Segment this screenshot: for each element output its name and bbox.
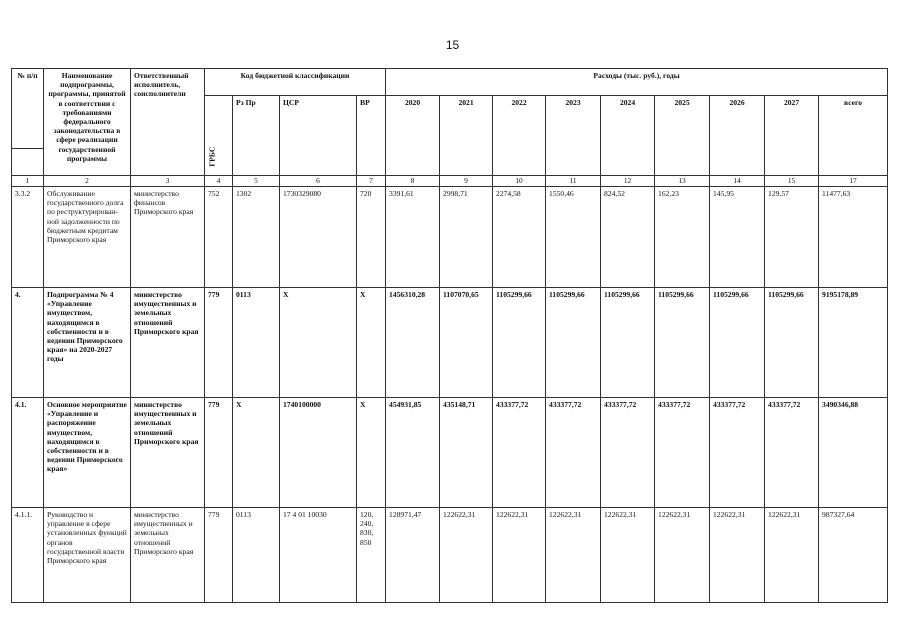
row-csr: 17 4 01 10030 [280, 508, 357, 603]
header-rzpr: Рз Пр [233, 96, 280, 176]
row-value: 122622,31 [546, 508, 601, 603]
row-value: 122622,31 [710, 508, 765, 603]
row-rzpr: 1302 [233, 187, 280, 288]
row-value: 1105299,66 [655, 288, 710, 398]
row-responsible: министерство финансов Приморского края [131, 187, 205, 288]
column-number: 10 [493, 176, 546, 187]
table-row [12, 508, 888, 603]
table-row [12, 187, 888, 288]
header-year: 2026 [710, 96, 765, 176]
row-value: 122622,31 [440, 508, 493, 603]
row-value: 433377,72 [655, 398, 710, 508]
row-value: 1550,46 [546, 187, 601, 288]
row-grbs: 779 [205, 508, 233, 603]
column-number: 12 [601, 176, 655, 187]
row-total: 9195178,89 [819, 288, 888, 398]
row-name: Подпрограмма № 4 «Управление имуществом, находящимся в собственности и в ведении Приморского края» на 2020-2027 годы [44, 288, 131, 398]
row-rzpr: X [233, 398, 280, 508]
row-value: 122622,31 [655, 508, 710, 603]
header-vr: ВР [357, 96, 386, 176]
row-value: 454931,85 [386, 398, 440, 508]
column-number: 4 [205, 176, 233, 187]
header-year: 2027 [765, 96, 819, 176]
row-value: 433377,72 [765, 398, 819, 508]
header-grbs-cell [205, 96, 233, 176]
header-budget-code: Код бюджетной классификации [205, 69, 386, 96]
expenses-table [11, 68, 888, 603]
row-value: 129,57 [765, 187, 819, 288]
column-number: 15 [765, 176, 819, 187]
row-no: 4.1. [12, 398, 44, 508]
row-total: 987327,64 [819, 508, 888, 603]
row-value: 2998,71 [440, 187, 493, 288]
row-name: Основное мероприятие «Управление и распоряжение имуществом, находящимся в собственности и в ведении Приморского края» [44, 398, 131, 508]
column-number: 1 [12, 176, 44, 187]
row-rzpr: 0113 [233, 508, 280, 603]
header-year: 2024 [601, 96, 655, 176]
row-value: 1105299,66 [710, 288, 765, 398]
column-number: 13 [655, 176, 710, 187]
row-value: 433377,72 [493, 398, 546, 508]
column-number: 17 [819, 176, 888, 187]
row-responsible: министерство имущественных и земельных отношений Приморского края [131, 508, 205, 603]
row-value: 1105299,66 [493, 288, 546, 398]
row-name: Руководство и управление в сфере установленных функций органов государственной власти Приморского края [44, 508, 131, 603]
column-number: 7 [357, 176, 386, 187]
row-no: 4. [12, 288, 44, 398]
row-vr: 120, 240, 830, 850 [357, 508, 386, 603]
header-year: 2023 [546, 96, 601, 176]
header-expenses: Расходы (тыс. руб.), годы [386, 69, 888, 96]
header-csr: ЦСР [280, 96, 357, 176]
row-value: 435148,71 [440, 398, 493, 508]
row-vr: X [357, 288, 386, 398]
column-number: 6 [280, 176, 357, 187]
header-year: 2025 [655, 96, 710, 176]
row-value: 433377,72 [546, 398, 601, 508]
header-total: всего [819, 96, 888, 176]
row-grbs: 752 [205, 187, 233, 288]
row-value: 824,52 [601, 187, 655, 288]
header-no: № п/п [12, 69, 44, 149]
header-grbs: ГРБС [207, 146, 217, 167]
row-value: 433377,72 [710, 398, 765, 508]
row-value: 1105299,66 [546, 288, 601, 398]
page-number: 15 [445, 38, 460, 52]
column-number: 5 [233, 176, 280, 187]
header-year: 2022 [493, 96, 546, 176]
header-name: Наименование подпрограммы, программы, принятой в соответствии с требованиями федерального законодательства в сфере реализации государственной программы [44, 69, 131, 176]
row-total: 11477,63 [819, 187, 888, 288]
row-value: 2274,58 [493, 187, 546, 288]
row-csr: 1740100000 [280, 398, 357, 508]
row-grbs: 779 [205, 288, 233, 398]
row-value: 122622,31 [601, 508, 655, 603]
row-value: 3391,61 [386, 187, 440, 288]
row-rzpr: 0113 [233, 288, 280, 398]
row-no: 3.3.2 [12, 187, 44, 288]
row-vr: 720 [357, 187, 386, 288]
row-no: 4.1.1. [12, 508, 44, 603]
header-year: 2021 [440, 96, 493, 176]
column-number: 9 [440, 176, 493, 187]
column-number: 11 [546, 176, 601, 187]
row-responsible: министерство имущественных и земельных отношений Приморского края [131, 288, 205, 398]
row-csr: 1730329080 [280, 187, 357, 288]
row-value: 1105299,66 [765, 288, 819, 398]
row-value: 433377,72 [601, 398, 655, 508]
row-csr: X [280, 288, 357, 398]
row-value: 128971,47 [386, 508, 440, 603]
row-responsible: министерство имущественных и земельных отношений Приморского края [131, 398, 205, 508]
header-year: 2020 [386, 96, 440, 176]
row-value: 162,23 [655, 187, 710, 288]
column-number: 3 [131, 176, 205, 187]
row-value: 122622,31 [765, 508, 819, 603]
row-value: 1105299,66 [601, 288, 655, 398]
row-value: 122622,31 [493, 508, 546, 603]
row-vr: X [357, 398, 386, 508]
column-number: 14 [710, 176, 765, 187]
header-no-blank [12, 148, 44, 175]
table-row [12, 288, 888, 398]
header-responsible: Ответственный исполнитель, соисполнители [131, 69, 205, 176]
row-name: Обслуживание государственного долга по реструктурирован-ной задолженности по бюджетным кредитам Приморского края [44, 187, 131, 288]
table-row [12, 398, 888, 508]
row-value: 1456310,28 [386, 288, 440, 398]
row-total: 3490346,88 [819, 398, 888, 508]
column-number: 2 [44, 176, 131, 187]
row-value: 1107070,65 [440, 288, 493, 398]
row-grbs: 779 [205, 398, 233, 508]
row-value: 145,95 [710, 187, 765, 288]
column-number: 8 [386, 176, 440, 187]
